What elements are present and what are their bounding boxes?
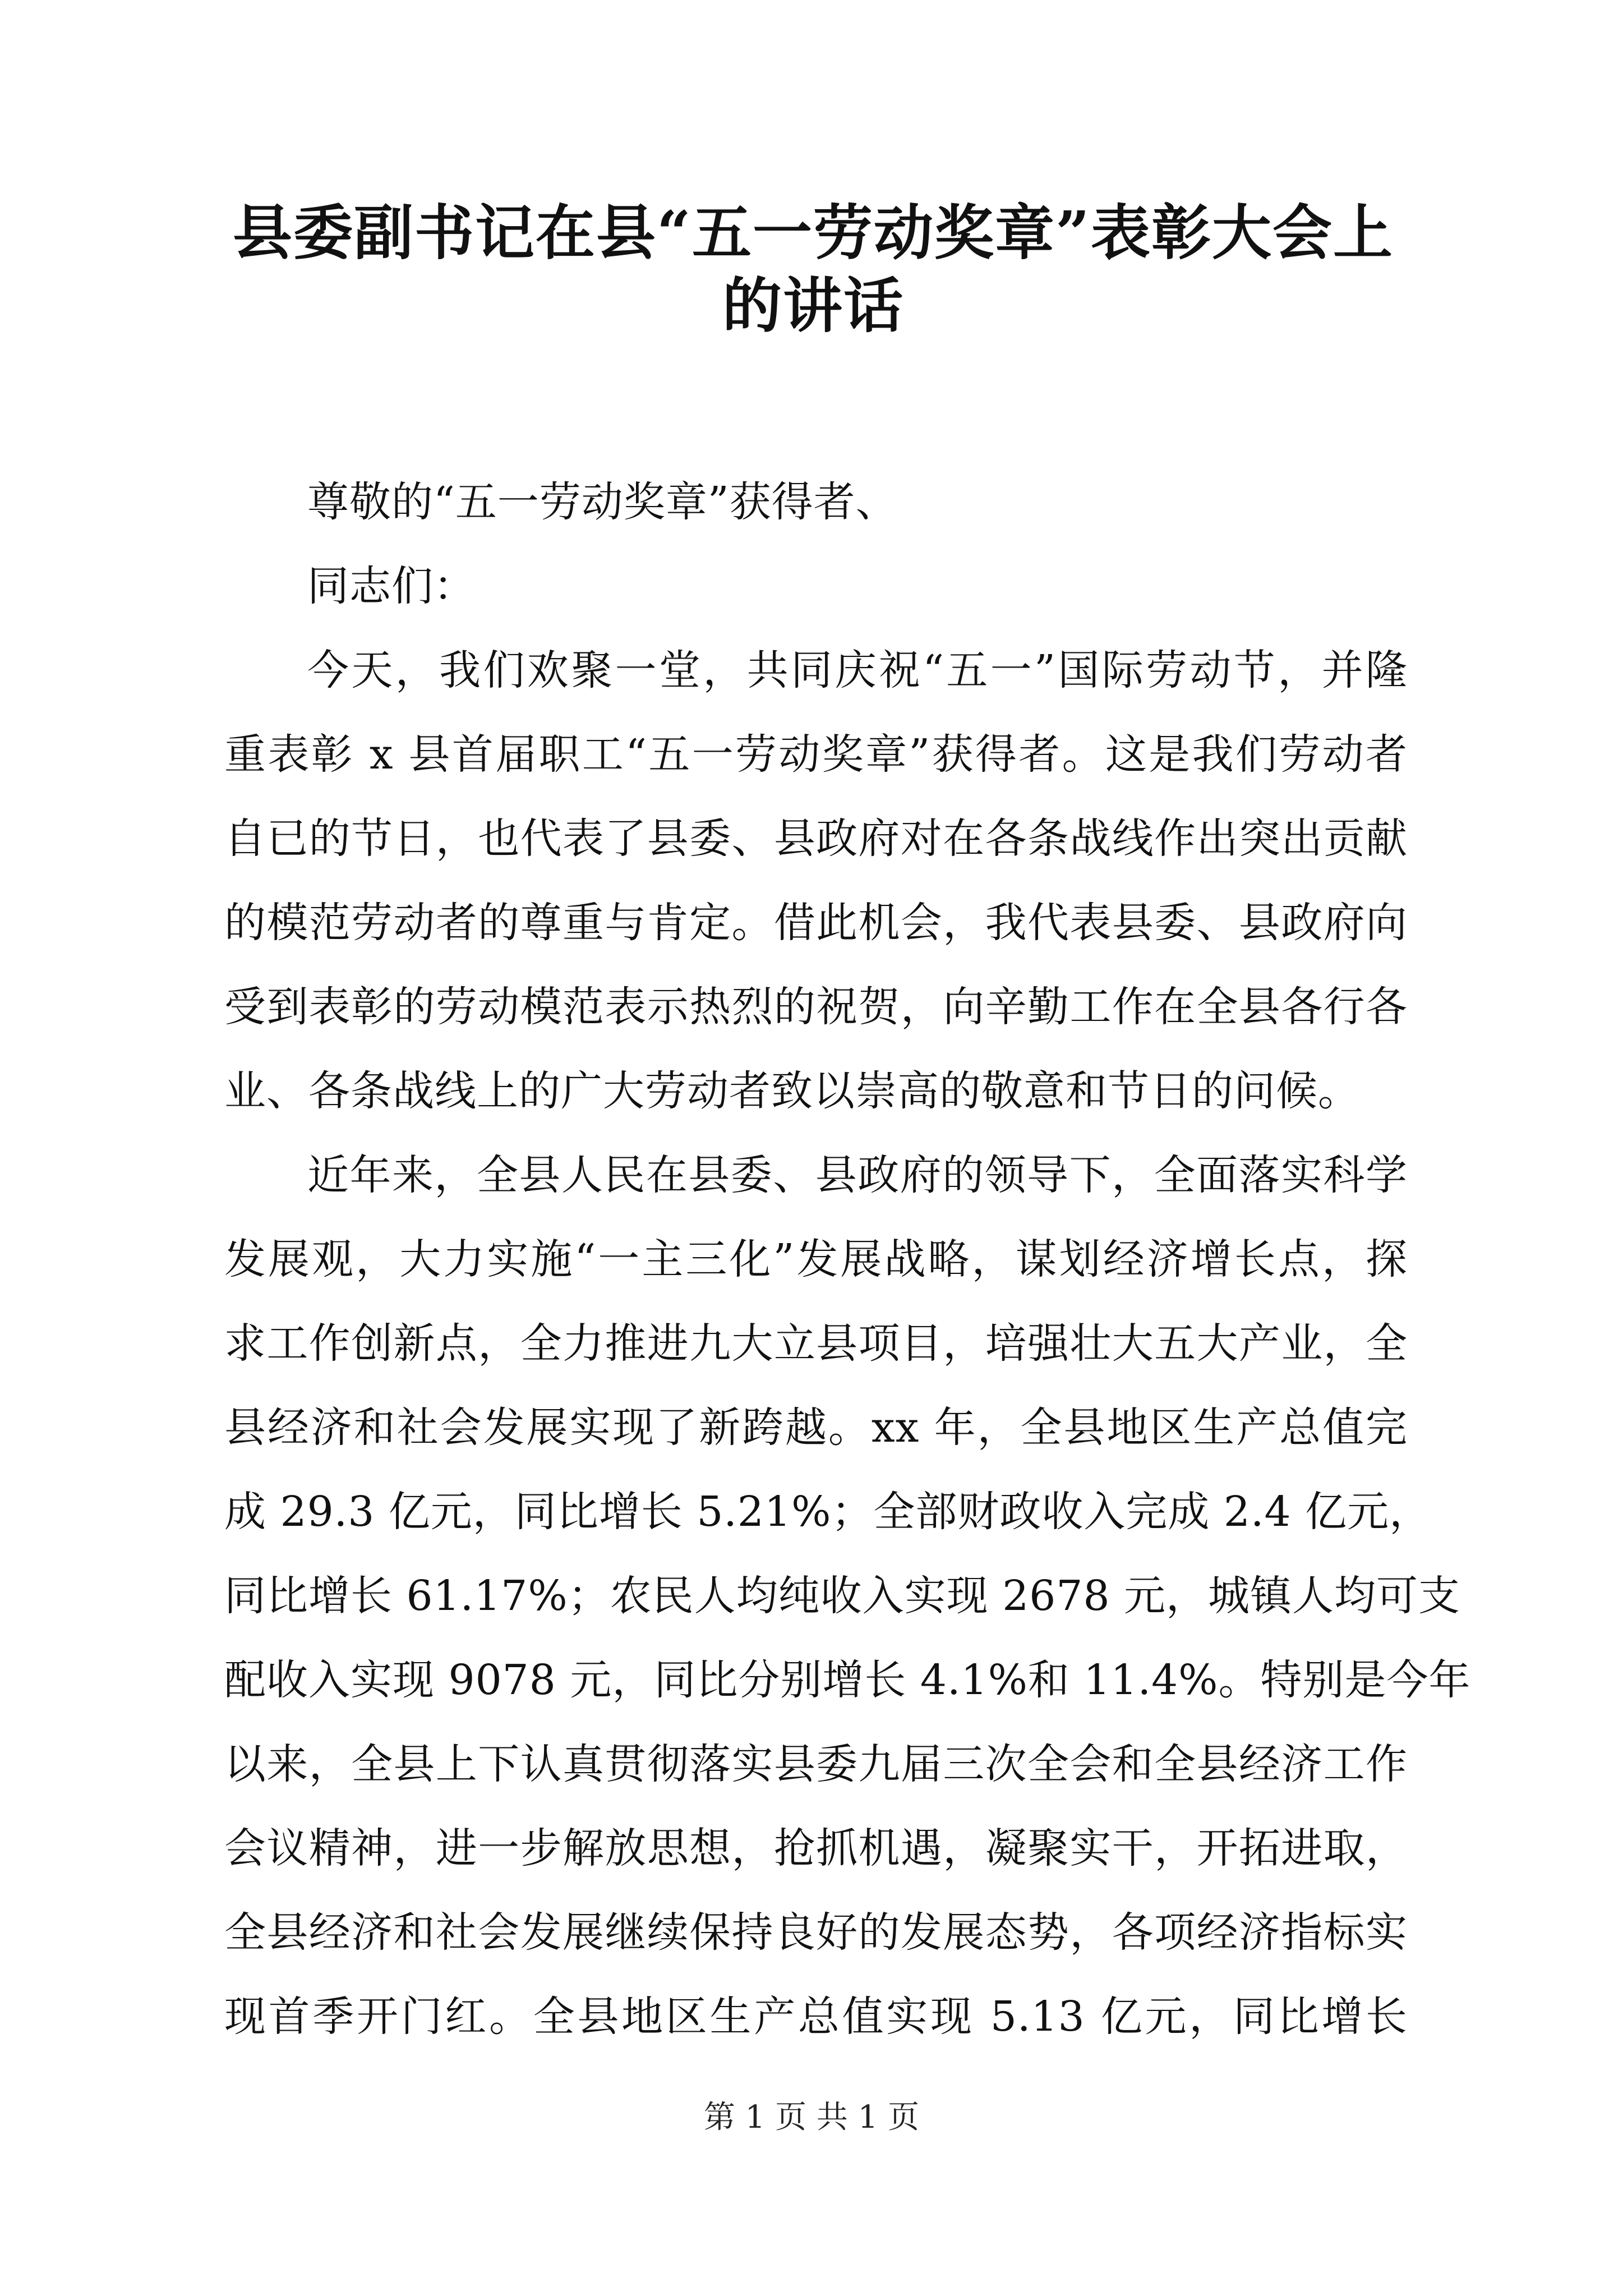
document-title [213, 196, 1413, 342]
body-line: 配收入实现 9078 元，同比分别增长 4.1%和 11.4%。特别是今年 [224, 1656, 1471, 1704]
body-line: 以来，全县上下认真贯彻落实县委九届三次全会和全县经济工作 [224, 1740, 1408, 1788]
body-line: 全县经济和社会发展继续保持良好的发展态势，各项经济指标实 [224, 1908, 1408, 1957]
body-line: 近年来，全县人民在县委、县政府的领导下，全面落实科学 [307, 1151, 1408, 1199]
body-line: 会议精神，进一步解放思想，抢抓机遇，凝聚实干，开拓进取， [224, 1824, 1408, 1872]
body-line: 今天，我们欢聚一堂，共同庆祝“五一”国际劳动节，并隆 [307, 646, 1408, 694]
document-body [224, 460, 1471, 2059]
body-line: 同比增长 61.17%；农民人均纯收入实现 2678 元，城镇人均可支 [224, 1572, 1461, 1620]
page-footer: 第 1 页 共 1 页 [703, 2099, 920, 2136]
body-line: 受到表彰的劳动模范表示热烈的祝贺，向辛勤工作在全县各行各 [224, 983, 1408, 1031]
body-line: 自已的节日，也代表了县委、县政府对在各条战线作出突出贡献 [224, 815, 1408, 863]
title-line-1: 县委副书记在县“五一劳动奖章”表彰大会上 [233, 197, 1394, 268]
body-line: 发展观，大力实施“一主三化”发展战略，谋划经济增长点，探 [224, 1235, 1408, 1283]
title-line-2: 的讲话 [722, 270, 904, 341]
body-line: 县经济和社会发展实现了新跨越。xx 年，全县地区生产总值完 [224, 1404, 1408, 1452]
body-line: 成 29.3 亿元，同比增长 5.21%；全部财政收入完成 2.4 亿元， [224, 1488, 1432, 1536]
body-line: 同志们： [307, 562, 476, 610]
body-line: 现首季开门红。全县地区生产总值实现 5.13 亿元，同比增长 [224, 1993, 1408, 2041]
body-line: 尊敬的“五一劳动奖章”获得者、 [307, 478, 898, 526]
body-line: 的模范劳动者的尊重与肯定。借此机会，我代表县委、县政府向 [224, 899, 1408, 947]
body-line: 业、各条战线上的广大劳动者致以崇高的敬意和节日的问候。 [224, 1067, 1360, 1115]
body-line: 求工作创新点，全力推进九大立县项目，培强壮大五大产业，全 [224, 1319, 1408, 1368]
body-line: 重表彰 x 县首届职工“五一劳动奖章”获得者。这是我们劳动者 [224, 730, 1408, 779]
